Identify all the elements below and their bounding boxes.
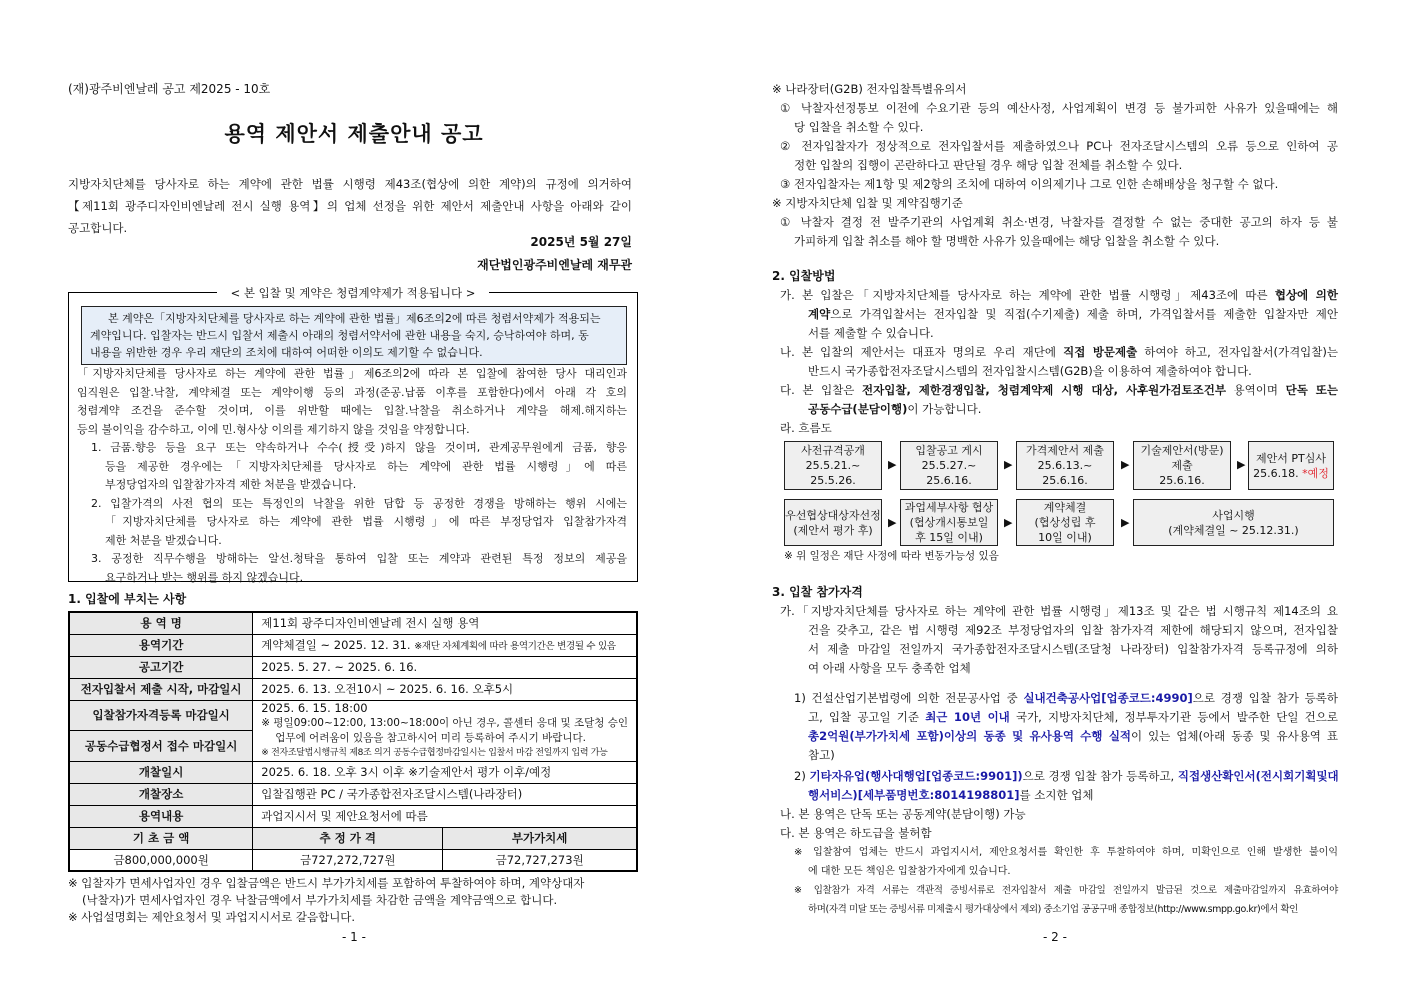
row-label: 전자입찰서 제출 시작, 마감일시	[69, 678, 253, 700]
page1-footnotes: ※ 입찰자가 면세사업자인 경우 입찰금액은 반드시 부가가치세를 포함하여 투찰하여야 하며, 계약상대자 (낙찰자)가 면세사업자인 경우 낙찰금액에서 부가가치세를 차감한 금액을 계약금액으로 합니다. ※ 사업설명회는 제안요청서 및 과업지시서로 갈음합니다.	[68, 876, 585, 924]
table-row	[69, 700, 637, 731]
price-header: 추 정 가 격	[253, 827, 443, 849]
table-row	[69, 678, 637, 700]
flow-note: ※ 위 일정은 재단 사정에 따라 변동가능성 있음	[784, 550, 999, 562]
pledge-item-2: 2. 입찰가격의 사전 협의 또는 특정인의 낙찰을 위한 담합 등 공정한 경쟁을 방해하는 행위 시에는 「지방자치단체를 당사자로 하는 계약에 관한 법률 시행령」에 따른 부정당업자 입찰참가자격 제한 처분을 받겠습니다.	[91, 496, 627, 547]
row-label: 용 역 명	[69, 612, 253, 634]
page-1	[68, 0, 640, 992]
flow-step: 계약체결 (협상성립 후 10일 이내)	[1016, 499, 1114, 546]
integrity-notice	[81, 306, 627, 365]
page-number: - 2 -	[1043, 930, 1067, 944]
base-amount: 금800,000,000원	[69, 849, 253, 871]
arrow-right-icon: ▶	[1121, 458, 1130, 471]
intro-line: 공고합니다.	[68, 221, 128, 235]
pledge-line: 청렴계약 조건을 준수할 것이며, 이를 위반할 때에는 입찰.낙찰을 취소하거나 계약을 해제.해지하는	[77, 404, 627, 417]
note-line: ※ 입찰참여 업체는 반드시 과업지시서, 제안요청서를 확인한 후 투찰하여야 하며, 미확인으로 인해 발생한 불이익	[794, 847, 1338, 858]
vat-amount: 금72,727,273원	[443, 849, 637, 871]
section-1-title: 1. 입찰에 부치는 사항	[68, 592, 187, 606]
note-line: 하며(자격 미달 또는 증빙서류 미제출시 평가대상에서 제외) 중소기업 공공구매 종합정보(http://www.smpp.go.kr)에서 확인	[808, 904, 1299, 915]
row-value: 2025. 5. 27. ~ 2025. 6. 16.	[253, 656, 637, 678]
table-row	[69, 761, 637, 783]
row-value: 제11회 광주디자인비엔날레 전시 실행 용역	[253, 612, 637, 634]
section-2: 2. 입찰방법 가. 본 입찰은「지방자치단체를 당사자로 하는 계약에 관한 법률 시행령」제43조에 따른 협상에 의한 계약으로 가격입찰서는 전자입찰 및 직접(수기제출) 제출 하며, 가격입찰서를 제출한 입찰자만 제안 서를 제출할 수 있습니다. 나. 본 입찰의 제안서는 대표자 명의로 우리 재단에 직접 방문제출 하여야 하고, 전자입찰서(가격입찰)는 반드시 국가종합전자조달시스템의 전자입찰시스템(G2B)을 이용하여 제출하여야 합니다. 다. 본 입찰은 전자입찰, 제한경쟁입찰, 청렴계약제 시행 대상, 사후원가검토조건부 용역이며 단독 또는 공동수급(분담이행)이 가능합니다. 라. 흐름도	[772, 269, 1338, 435]
note-line: ※ 입찰참가 자격 서류는 객관적 증빙서류로 전자입찰서 제출 마감일 전일까지 발급된 것으로 제출마감일까지 유효하여야	[794, 885, 1338, 896]
table-row	[69, 634, 637, 656]
notice-line: 본 계약은「지방자치단체를 당사자로 하는 계약에 관한 법률」제6조의2에 따른 청렴서약제가 적용되는	[108, 312, 601, 325]
table-row	[69, 783, 637, 805]
pledge-line: 「지방자치단체를 당사자로 하는 계약에 관한 법률」제6조의2에 따라 본 입찰에 참여한 당사 대리인과	[77, 367, 627, 380]
table-row	[69, 656, 637, 678]
pledge-line: 임직원은 입찰.낙찰, 계약체결 또는 계약이행 등의 과정(준공.납품 이후를 포함한다)에서 아래 각 호의	[77, 385, 627, 399]
row-label: 용역기간	[69, 634, 253, 656]
notice-line: 내용을 위반한 경우 우리 재단의 조치에 대하여 어떠한 이의도 제기할 수 없습니다.	[90, 346, 483, 359]
section-3: 3. 입찰 참가자격 가.「지방자치단체를 당사자로 하는 계약에 관한 법률 시행령」제13조 및 같은 법 시행규칙 제14조의 요 건을 갖추고, 같은 법 시행령 제92조 부정당업자의 입찰 참가자격 제한에 해당되지 않으며, 전자입찰 서 제출 마감일 전일까지 국가종합전자조달시스템(조달청 나라장터) 입찰참가자격 등록규정에 의하 여 아래 사항을 모두 충족한 업체	[772, 585, 1338, 675]
arrow-right-icon: ▶	[1237, 458, 1246, 471]
flow-step: 과업세부사항 협상 (협상개시통보일 후 15일 이내)	[900, 499, 998, 546]
flow-step: 우선협상대상자선정 (제안서 평가 후)	[784, 499, 882, 546]
bid-info-table	[68, 611, 638, 872]
pledge-line: 등의 불이익을 감수하고, 이에 민.형사상 이의를 제기하지 않을 것임을 약정합니다.	[77, 422, 470, 436]
arrow-right-icon: ▶	[1121, 516, 1130, 529]
row-value-merged: 2025. 6. 15. 18:00 ※ 평일09:00~12:00, 13:00~18:00이 아닌 경우, 콜센터 응대 및 조달청 승인 업무에 어려움이 있음을 참고하시어 미리 등록하여 주시기 바랍니다. ※ 전자조달법시행규칙 제8조 의거 공동수급협정마감일시는 입찰서 마감 전일까지 입력 가능	[253, 700, 637, 761]
arrow-right-icon: ▶	[1004, 516, 1013, 529]
section-3-footer: 나. 본 용역은 단독 또는 공동계약(분담이행) 가능 다. 본 용역은 하도급을 불허함 ※ 입찰참여 업체는 반드시 과업지시서, 제안요청서를 확인한 후 투찰하여야 하며, 미확인으로 인해 발생한 불이익 에 대한 모든 책임은 입찰참가자에게 있습니다. ※ 입찰참가 자격 서류는 객관적 증빙서류로 전자입찰서 제출 마감일 전일까지 발급된 것으로 제출마감일까지 유효하여야 하며(자격 미달 또는 증빙서류 미제출시 평가대상에서 제외) 중소기업 공공구매 종합정보(http://www.smpp.go.kr)에서 확인	[772, 805, 1338, 919]
integrity-pledge	[77, 365, 627, 587]
g2b-special-notes: ※ 나라장터(G2B) 전자입찰특별유의서 ① 낙찰자선정통보 이전에 수요기관 등의 예산사정, 사업계획이 변경 등 불가피한 사유가 있을때에는 해 당 입찰을 취소할 수 있다. ② 전자입찰자가 정상적으로 전자입찰서를 제출하였으나 PC나 전자조달시스템의 오류 등으로 인하여 공 정한 입찰의 집행이 곤란하다고 판단될 경우 해당 입찰 전체를 취소할 수 있다. ③ 전자입찰자는 제1항 및 제2항의 조치에 대하여 이의제기나 그로 인한 손해배상을 청구할 수 없다. ※ 지방자치단체 입찰 및 계약집행기준 ① 낙찰자 결정 전 발주기관의 사업계획 취소·변경, 낙찰자를 결정할 수 없는 중대한 공고의 하자 등 불 가피하게 입찰 취소를 해야 할 명백한 사유가 있을때에는 해당 입찰을 취소할 수 있다.	[772, 82, 1338, 248]
row-note: ※재단 자체계획에 따라 용역기간은 변경될 수 있음	[414, 641, 616, 652]
row-value: 과업지시서 및 제안요청서에 따름	[253, 805, 637, 827]
row-label: 공동수급협정서 접수 마감일시	[69, 731, 253, 762]
row-value: 계약체결일 ~ 2025. 12. 31. ※재단 자체계획에 따라 용역기간은 변경될 수 있음	[253, 634, 637, 656]
arrow-right-icon: ▶	[888, 516, 897, 529]
page-title: 용역 제안서 제출안내 공고	[224, 122, 484, 146]
scheduled-tag: *예정	[1302, 466, 1329, 480]
intro-line: 지방자치단체를 당사자로 하는 계약에 관한 법률 시행령 제43조(협상에 의한 계약)의 규정에 의거하여	[68, 177, 632, 191]
flow-step: 제안서 PT심사 25.6.18. *예정	[1248, 441, 1334, 490]
issuer: 재단법인광주비엔날레 재무관	[477, 258, 632, 272]
flow-step: 가격제안서 제출 25.6.13.~ 25.6.16.	[1016, 441, 1114, 490]
intro-line: 【제11회 광주디자인비엔날레 전시 실행 용역】의 업체 선정을 위한 제안서 제출안내 사항을 아래와 같이	[68, 199, 632, 213]
integrity-box-title: < 본 입찰 및 계약은 청렴계약제가 적용됩니다 >	[69, 285, 637, 301]
row-label: 개찰일시	[69, 761, 253, 783]
page-number: - 1 -	[342, 930, 366, 944]
flow-step: 사전규격공개 25.5.21.~ 25.5.26.	[784, 441, 882, 490]
integrity-contract-box	[68, 286, 638, 584]
arrow-right-icon: ▶	[1004, 458, 1013, 471]
table-row	[69, 612, 637, 634]
price-header: 부가가치세	[443, 827, 637, 849]
row-label: 개찰장소	[69, 783, 253, 805]
flow-step: 기술제안서(방문) 제출 25.6.16.	[1133, 441, 1231, 490]
document-number: (재)광주비엔날레 공고 제2025 - 10호	[68, 82, 271, 96]
row-value: 2025. 6. 13. 오전10시 ~ 2025. 6. 16. 오후5시	[253, 678, 637, 700]
g2b-title: ※ 나라장터(G2B) 전자입찰특별유의서	[772, 82, 967, 96]
section-2-title: 2. 입찰방법	[772, 269, 836, 283]
price-header: 기 초 금 액	[69, 827, 253, 849]
notice-line: 계약입니다. 입찰자는 반드시 입찰서 제출시 아래의 청렴서약서에 관한 내용을 숙지, 승낙하여야 하며, 동	[90, 329, 589, 342]
pledge-item-1: 1. 금품.향응 등을 요구 또는 약속하거나 수수(授受)하지 않을 것이며, 관계공무원에게 금품, 향응 등을 제공한 경우에는「지방자치단체를 당사자로 하는 계약에 관한 법률 시행령」에 따른 부정당업자의 입찰참가자격 제한 처분을 받겠습니다.	[91, 441, 627, 491]
row-label: 용역내용	[69, 805, 253, 827]
section-3-item-1: 1) 건설산업기본법령에 의한 전문공사업 중 실내건축공사업[업종코드:4990]으로 경쟁 입찰 참가 등록하 고, 입찰 공고일 기준 최근 10년 이내 국가, 지방자치단체, 정부투자기관 등에서 발주한 단일 건으로 총2억원(부가가치세 포함)이상의 동종 및 유사용역 수행 실적이 있는 업체(아래 동종 및 유사용역 표 참고) 2) 기타자유업(행사대행업[업종코드:9901])으로 경쟁 입찰 참가 등록하고, 직접생산확인서(전시회기획및대 행서비스)[세부품명번호:8014198801]를 소지한 업체	[794, 691, 1339, 802]
flow-step: 사업시행 (계약체결일 ~ 25.12.31.)	[1133, 499, 1334, 546]
row-label: 입찰참가자격등록 마감일시	[69, 700, 253, 731]
intro-paragraph	[68, 173, 632, 239]
table-row	[69, 805, 637, 827]
pledge-item-3: 3. 공정한 직무수행을 방해하는 알선.청탁을 통하여 입찰 또는 계약과 관련된 특정 정보의 제공을 요구하거나 받는 행위를 하지 않겠습니다.	[91, 552, 627, 584]
section-3-title: 3. 입찰 참가자격	[772, 585, 863, 599]
local-standards-title: ※ 지방자치단체 입찰 및 계약집행기준	[772, 196, 963, 210]
flow-step: 입찰공고 게시 25.5.27.~ 25.6.16.	[900, 441, 998, 490]
page-2	[772, 0, 1338, 992]
row-value: 2025. 6. 18. 오후 3시 이후 ※기술제안서 평가 이후/예정	[253, 761, 637, 783]
price-header-row	[69, 827, 637, 849]
row-value: 입찰집행관 PC / 국가종합전자조달시스템(나라장터)	[253, 783, 637, 805]
note-line: 에 대한 모든 책임은 입찰참가자에게 있습니다.	[808, 866, 1011, 877]
price-value-row	[69, 849, 637, 871]
announcement-date: 2025년 5월 27일	[530, 235, 632, 249]
arrow-right-icon: ▶	[888, 458, 897, 471]
estimated-price: 금727,272,727원	[253, 849, 443, 871]
process-flow-chart	[784, 441, 1334, 551]
row-label: 공고기간	[69, 656, 253, 678]
